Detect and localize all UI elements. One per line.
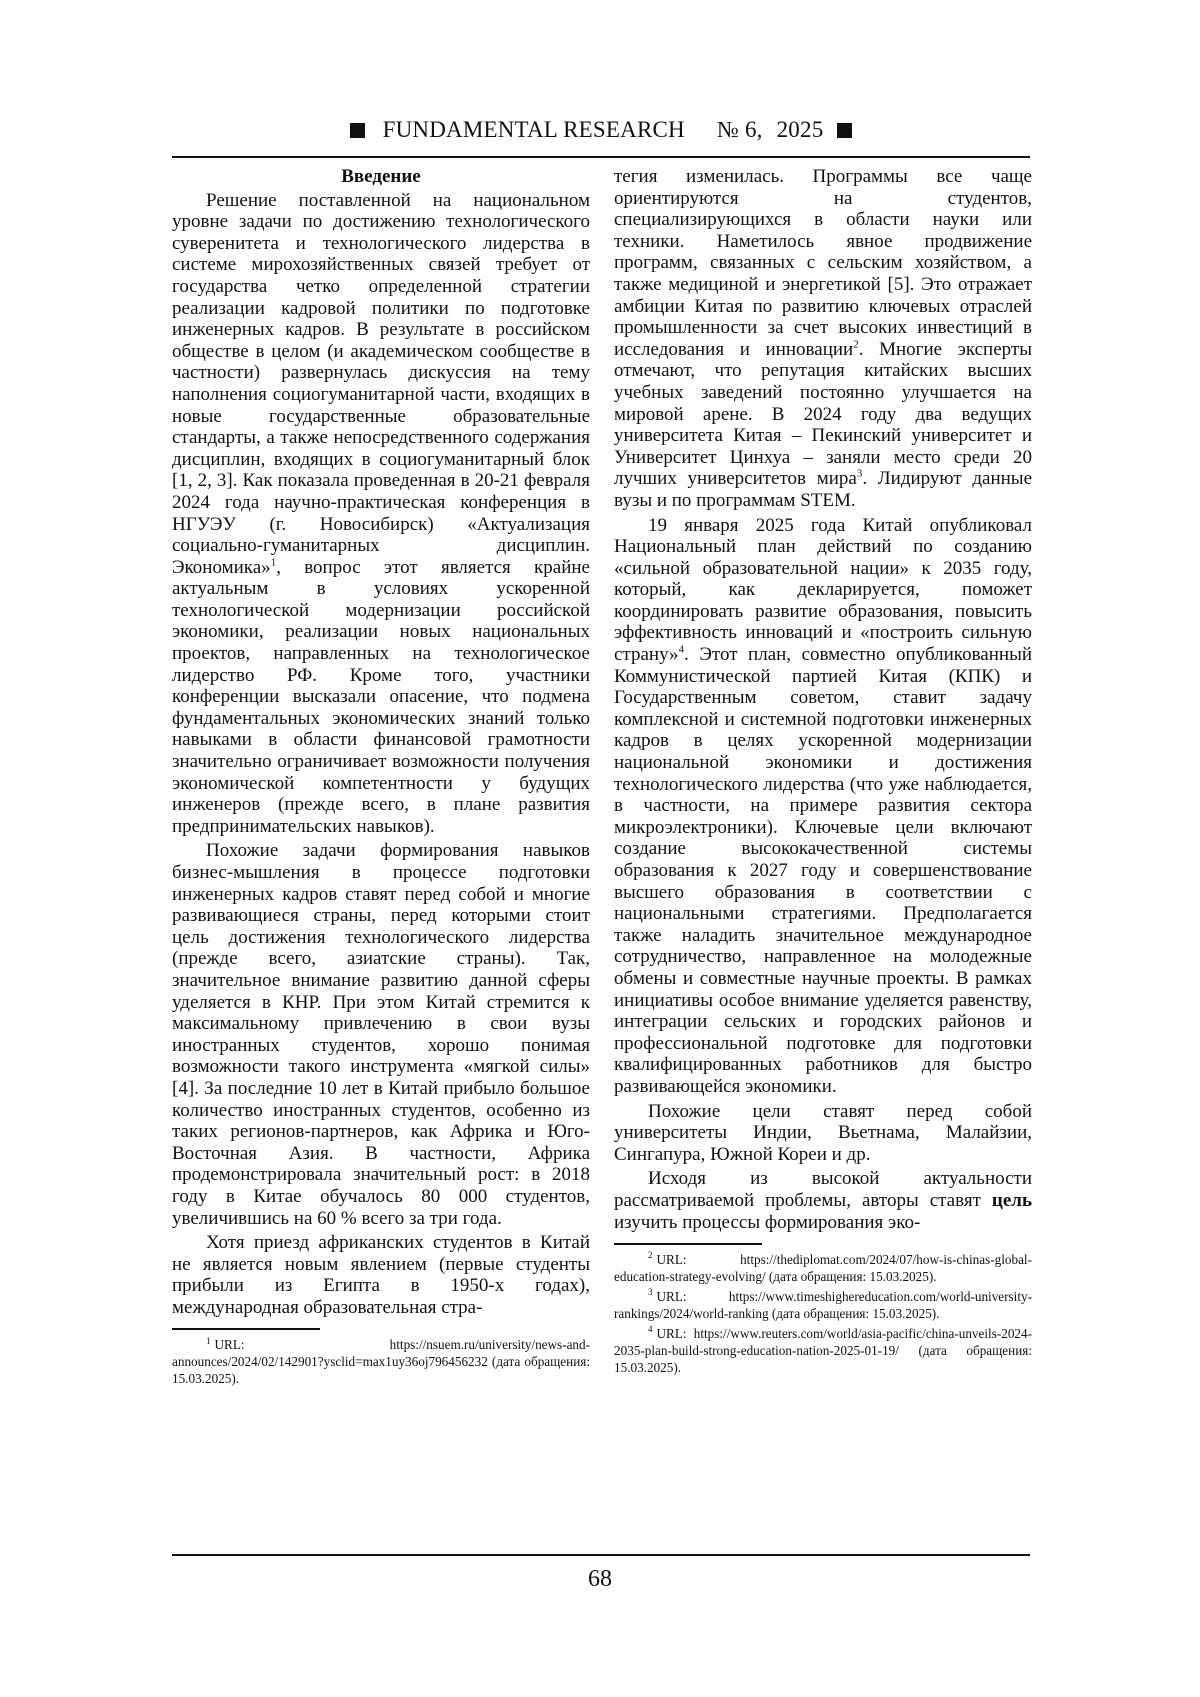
footnote: $^4$ URL: https://www.reuters.com/world/asia-pacific/china-unveils-2024-2035-plan-build-strong-education-nation-2025-01-19/ (дата обращения: 15.03.2025). <box>614 1324 1032 1375</box>
page-number: 68 <box>588 1566 612 1592</box>
paragraph: 19 января 2025 года Китай опубликовал Национальный план действий по созданию «сильной образовательной нации» к 2035 году, который, как декларируется, поможет координировать развитие образования, повысить эффективность инноваций и «построить сильную страну»$^4$. Этот план, совместно опубликованный Коммунистической партией Китая (КПК) и Государственным советом, ставит задачу комплексной и системной подготовки инженерных кадров в целях ускоренной модернизации национальной экономики и достижения технологического лидерства (что уже наблюдается, в частности, на примере развития сектора микроэлектроники). Ключевые цели включают создание высококачественной системы образования к 2027 году и совершенствование высшего образования в соответствии с национальными стратегиями. Предполагается также наладить значительное международное сотрудничество, направленное на молодежные обмены и совместные научные проекты. В рамках инициативы особое внимание уделяется равенству, интеграции сельских и городских районов и профессиональной подготовке для подготовки квалифицированных работников для быстро развивающейся экономики. <box>614 514 1032 1097</box>
header-square-left-icon <box>350 123 365 138</box>
footer-rule <box>172 1554 1030 1556</box>
footnotes-right <box>614 1251 1032 1376</box>
header-square-right-icon <box>837 123 852 138</box>
right-column <box>614 166 1032 1376</box>
footnotes-left <box>172 1336 590 1387</box>
footnote: $^3$ URL: https://www.timeshighereducation.com/world-university-rankings/2024/world-ranking (дата обращения: 15.03.2025). <box>614 1287 1032 1321</box>
footnote-ref[interactable]: 2 <box>853 338 859 351</box>
running-header <box>172 112 1030 148</box>
header-rule <box>172 156 1030 158</box>
issue-number: № 6, <box>716 117 763 142</box>
emphasis-word: цель <box>991 1189 1032 1211</box>
paragraph: Хотя приезд африканских студентов в Китай не является новым явлением (первые студенты прибыли из Египта в 1950-х годах), международная образовательная стра- <box>172 1232 590 1318</box>
paragraph: Исходя из высокой актуальности рассматриваемой проблемы, авторы ставят цель изучить процессы формирования эко- <box>614 1168 1032 1233</box>
footnote-separator <box>172 1328 320 1330</box>
paragraph: Решение поставленной на национальном уровне задачи по достижению технологического суверенитета и технологического лидерства в системе мирохозяйственных связей требует от государства четко определенной стратегии реализации кадровой политики по подготовке инженерных кадров. В результате в российском обществе в целом (и академическом сообществе в частности) развернулась дискуссия на тему наполнения социогуманитарной части, входящих в новые государственные образовательные стандарты, а также непосредственного содержания дисциплин, входящих в социогуманитарный блок [1, 2, 3]. Как показала проведенная в 20-21 февраля 2024 года научно-практическая конференция в НГУЭУ (г. Новосибирск) «Актуализация социально-гуманитарных дисциплин. Экономика»$^1$, вопрос этот является крайне актуальным в условиях ускоренной технологической модернизации российской экономики, реализации новых национальных проектов, направленных на технологическое лидерство РФ. Кроме того, участники конференции высказали опасение, что подмена фундаментальных экономических знаний только навыками в области финансовой грамотности значительно ограничивает возможности получения экономической компетентности у будущих инженеров (прежде всего, в плане развития предпринимательских навыков). <box>172 189 590 837</box>
paragraph: Похожие задачи формирования навыков бизнес-мышления в процессе подготовки инженерных кадров ставят перед собой и многие развивающиеся страны, перед которыми стоит цель достижения технологического лидерства (прежде всего, азиатские страны). Так, значительное внимание развитию данной сферы уделяется в КНР. При этом Китай стремится к максимальному привлечению в свои вузы иностранных студентов, хорошо понимая возможности такого инструмента «мягкой силы» [4]. За последние 10 лет в Китай прибыло большое количество иностранных студентов, особенно из таких регионов-партнеров, как Африка и Юго-Восточная Азия. В частности, Африка продемонстрировала значительный рост: в 2018 году в Китае обучалось 80 000 студентов, увеличившись на 60 % всего за три года. <box>172 840 590 1229</box>
paragraph: Похожие цели ставят перед собой университеты Индии, Вьетнама, Малайзии, Сингапура, Южной Кореи и др. <box>614 1100 1032 1165</box>
footnote-separator <box>614 1243 762 1245</box>
left-column <box>172 166 590 1387</box>
footnote: $^2$ URL: https://thediplomat.com/2024/07/how-is-chinas-global-education-strategy-evolving/ (дата обращения: 15.03.2025). <box>614 1250 1032 1284</box>
footnote-ref[interactable]: 4 <box>678 643 685 656</box>
footnote-ref[interactable]: 1 <box>270 556 277 569</box>
issue-year: 2025 <box>776 117 824 142</box>
footnote-ref[interactable]: 3 <box>856 467 863 480</box>
journal-title: FUNDAMENTAL RESEARCH <box>382 117 685 142</box>
section-title: Введение <box>341 166 421 187</box>
footnote: $^1$ URL: https://nsuem.ru/university/news-and-announces/2024/02/142901?ysclid=max1uy36oj796456232 (дата обращения: 15.03.2025). <box>172 1335 590 1386</box>
paragraph: тегия изменилась. Программы все чаще ориентируются на студентов, специализирующихся в области науки или техники. Наметилось явное продвижение программ, связанных с сельским хозяйством, а также медициной и энергетикой [5]. Это отражает амбиции Китая по развитию ключевых отраслей промышленности за счет высоких инвестиций в исследования и инновации$^2$. Многие эксперты отмечают, что репутация китайских высших учебных заведений постоянно улучшается на мировой арене. В 2024 году два ведущих университета Китая – Пекинский университет и Университет Цинхуа – заняли место среди 20 лучших университетов мира$^3$. Лидируют данные вузы и по программам STEM. <box>614 166 1032 511</box>
